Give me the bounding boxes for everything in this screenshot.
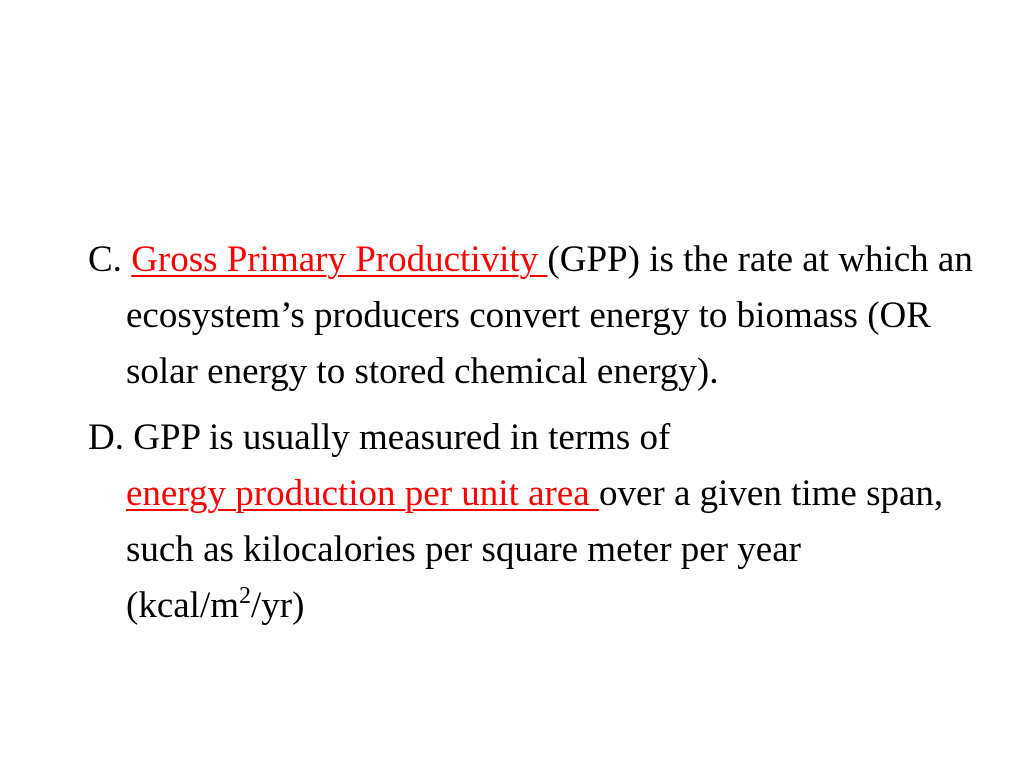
paragraph-c-marker: C. (88, 239, 122, 280)
paragraph-c-text: (GPP) is the rate at which an ecosystem’s producers convert energy to biomass (OR solar energy to stored chemical energy). (126, 239, 973, 392)
slide-body (88, 232, 988, 644)
paragraph-d-intro: D. GPP is usually measured in terms of (88, 417, 671, 458)
term-energy-production-per-unit-area: energy production per unit area (126, 473, 599, 514)
units-superscript: 2 (239, 583, 252, 609)
paragraph-d-tail: /yr) (251, 585, 305, 626)
paragraph-d (88, 410, 988, 634)
paragraph-d-text: over a given time span, such as kilocalories per square meter per year (kcal/m (126, 473, 944, 626)
term-gross-primary-productivity: Gross Primary Productivity (131, 239, 548, 280)
paragraph-c (88, 232, 988, 400)
